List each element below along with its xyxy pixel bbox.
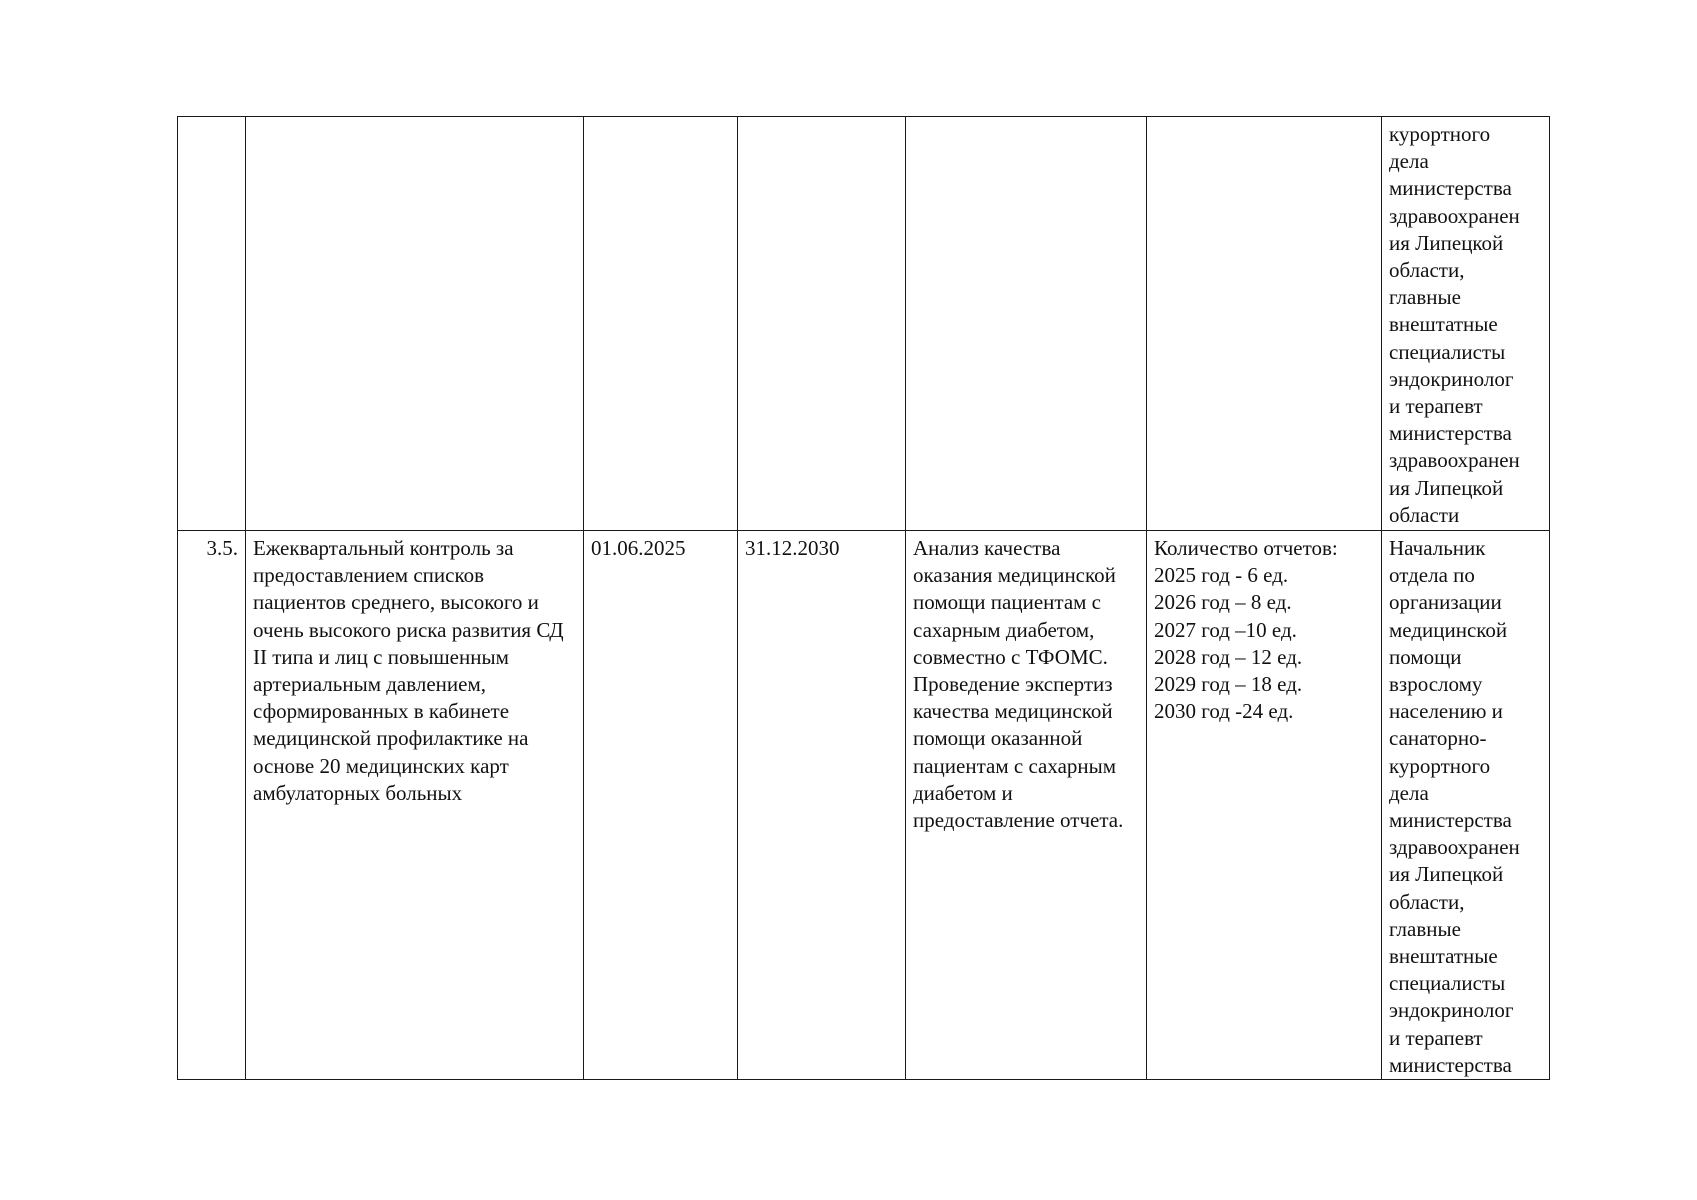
cell-responsible: Начальник отдела по организации медицинской помощи взрослому населению и санаторно- курортного дела министерства здравоохранен ия Липецкой области, главные внештатные специалисты эндокринолог и терапевт министерства xyxy=(1382,531,1550,1080)
cell-number xyxy=(178,117,246,531)
cell-start-date xyxy=(584,117,738,531)
cell-start-date: 01.06.2025 xyxy=(584,531,738,1080)
cell-measure xyxy=(246,117,584,531)
cell-result: Анализ качества оказания медицинской помощи пациентам с сахарным диабетом, совместно с ТФОМС. Проведение экспертиз качества медицинской помощи оказанной пациентам с сахарным диабетом и предоставление отчета. xyxy=(906,531,1147,1080)
cell-measure: Ежеквартальный контроль за предоставлением списков пациентов среднего, высокого и очень высокого риска развития СД II типа и лиц с повышенным артериальным давлением, сформированных в кабинете медицинской профилактике на основе 20 медицинских карт амбулаторных больных xyxy=(246,531,584,1080)
cell-end-date xyxy=(738,117,906,531)
cell-indicator: Количество отчетов: 2025 год - 6 ед. 2026 год – 8 ед. 2027 год –10 ед. 2028 год – 12 ед. 2029 год – 18 ед. 2030 год -24 ед. xyxy=(1147,531,1382,1080)
cell-end-date: 31.12.2030 xyxy=(738,531,906,1080)
plan-table xyxy=(177,116,1550,1080)
cell-number: 3.5. xyxy=(178,531,246,1080)
cell-indicator xyxy=(1147,117,1382,531)
cell-responsible: курортного дела министерства здравоохранен ия Липецкой области, главные внештатные специалисты эндокринолог и терапевт министерства здравоохранен ия Липецкой области xyxy=(1382,117,1550,531)
cell-result xyxy=(906,117,1147,531)
table-row-continued xyxy=(178,117,1550,531)
table-row-3-5 xyxy=(178,531,1550,1080)
